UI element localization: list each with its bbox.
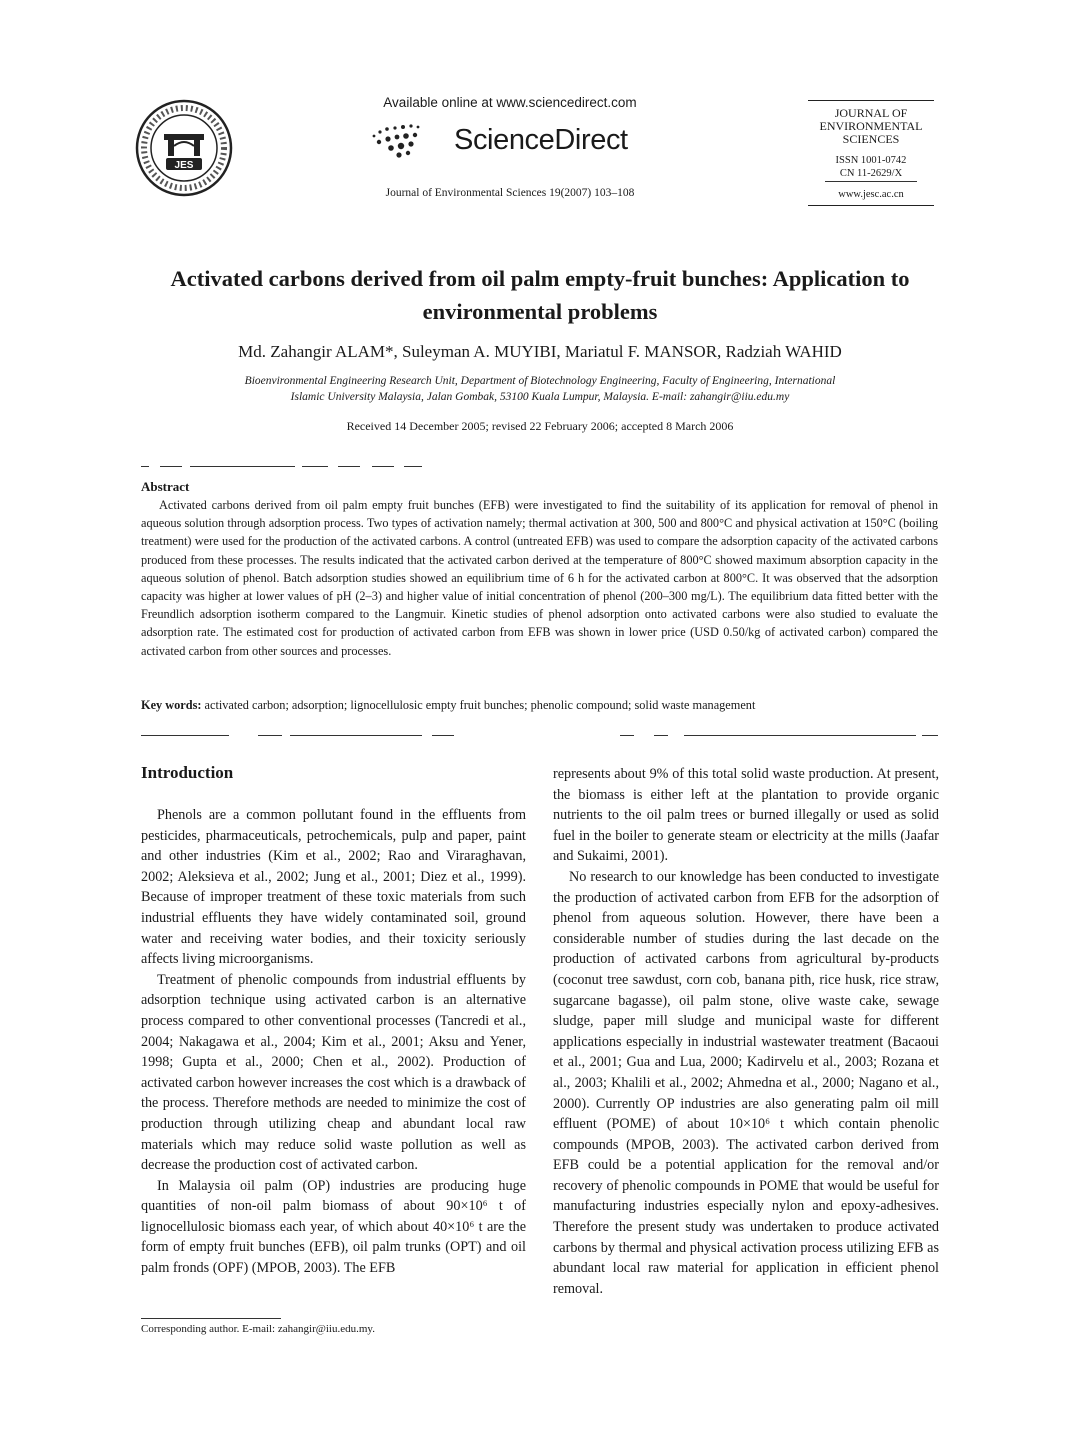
- journal-name-line: JOURNAL OF: [834, 106, 908, 120]
- keywords-list: activated carbon; adsorption; lignocellulosic empty fruit bunches; phenolic compound; solid waste management: [204, 698, 756, 712]
- introduction-heading: Introduction: [141, 763, 234, 782]
- keywords: [141, 698, 938, 713]
- corresponding-author-footnote: Corresponding author. E-mail: zahangir@iiu.edu.my.: [141, 1323, 375, 1335]
- paragraph: No research to our knowledge has been conducted to investigate the production of activated carbon from EFB for the adsorption of phenol from aqueous solution. However, there have been a considerable number of studies during the last decade on the production of activated carbons from agricultural by-products (coconut tree sawdust, corn cob, banana pith, rice husk, rice straw, sugarcane bagasse), oil palm stone, olive waste cake, sewage sludge, paper mill sludge and municipal waste for different applications especially in industrial wastewater treatment (Bacaoui et al., 2001; Gua and Lua, 2000; Kadirvelu et al., 2003; Rozana et al., 2003; Khalili et al., 2002; Ahmedna et al., 2000; Nagano et al., 2000). Currently OP industries are also generating palm oil mill effluent (POME) of about 10×10⁶ t which contain phenolic compounds (MPOB, 2003). The activated carbon derived from EFB could be a potential application for the removal and/or recovery of phenolic compounds in POME that would be useful for manufacturing industries especially nylon and epoxy-adhesives. Therefore the present study was undertaken to produce activated carbons by thermal and physical activation process utilizing EFB as abundant local raw material for application in efficient phenol removal.: [553, 868, 939, 1297]
- divider: [160, 466, 182, 467]
- affiliation-line: Bioenvironmental Engineering Research Unit, Department of Biotechnology Engineering, Faculty of Engineering, International: [244, 375, 836, 387]
- footnote-divider: [141, 1318, 281, 1319]
- left-column: [141, 805, 526, 1279]
- journal-logo: [134, 98, 234, 198]
- cn-number: CN 11-2629/X: [825, 167, 917, 182]
- journal-name-line: ENVIRONMENTAL: [819, 119, 923, 133]
- keywords-label: Key words:: [141, 698, 202, 712]
- divider: [190, 466, 295, 467]
- paragraph: In Malaysia oil palm (OP) industries are producing huge quantities of non-oil palm biomass of about 90×10⁶ t of lignocellulosic biomass each year, of which about 40×10⁶ t are the form of empty fruit bunches (EFB), oil palm trunks (OPT) and oil palm fronds (OPF) (MPOB, 2003). The EFB: [141, 1177, 526, 1277]
- sciencedirect-logo: [366, 120, 666, 164]
- paragraph: Treatment of phenolic compounds from industrial effluents by adsorption technique using activated carbon is an alternative process compared to other conventional processes (Tancredi et al., 2004; Nakagawa et al., 2004; Kim et al., 2001; Aksu and Yener, 1998; Gupta et al., 2000; Chen et al., 2002). Production of activated carbon however increases the cost which is a drawback of the process. Therefore methods are needed to minimize the cost of production through utilizing cheap and abundant local raw materials which may reduce solid waste pollution as well as decrease the production cost of activated carbon.: [141, 971, 526, 1174]
- divider: [290, 735, 422, 736]
- paragraph: represents about 9% of this total solid waste production. At present, the biomass is either left at the plantation to provide organic nutrients to the oil palm trees or burned illegally or used as solid fuel in the boiler to generate steam or electricity at the mills (Jaafar and Sukaimi, 2001).: [553, 766, 939, 865]
- author-list: Md. Zahangir ALAM*, Suleyman A. MUYIBI, Mariatul F. MANSOR, Radziah WAHID: [238, 342, 842, 361]
- title-line: Activated carbons derived from oil palm empty-fruit bunches: Application to: [170, 266, 910, 291]
- sciencedirect-dots-icon: [366, 122, 436, 162]
- divider: [684, 735, 916, 736]
- publisher-name: ScienceDirect: [454, 124, 628, 156]
- journal-website: www.jesc.ac.cn: [838, 189, 904, 200]
- divider: [141, 735, 229, 736]
- journal-citation: Journal of Environmental Sciences 19(2007) 103–108: [385, 187, 635, 199]
- divider: [372, 466, 394, 467]
- jes-journal-seal-icon: [134, 98, 234, 198]
- divider: [620, 735, 634, 736]
- journal-box: [808, 100, 934, 206]
- article-title: [120, 262, 960, 328]
- divider: [258, 735, 282, 736]
- divider: [654, 735, 668, 736]
- affiliation-line: Islamic University Malaysia, Jalan Gombak, 53100 Kuala Lumpur, Malaysia. E-mail: zahangir@iiu.edu.my: [290, 391, 790, 403]
- abstract-heading: Abstract: [141, 479, 190, 494]
- divider: [922, 735, 938, 736]
- title-line: environmental problems: [422, 299, 658, 324]
- affiliation: [180, 373, 900, 405]
- issn: ISSN 1001-0742: [835, 155, 907, 166]
- divider: [338, 466, 360, 467]
- received-dates: Received 14 December 2005; revised 22 February 2006; accepted 8 March 2006: [346, 419, 734, 433]
- divider: [404, 466, 422, 467]
- right-column: [553, 764, 939, 1299]
- paragraph: Phenols are a common pollutant found in the effluents from pesticides, pharmaceuticals, petrochemicals, pulp and paper, paint and other industries (Kim et al., 2002; Rao and Viraraghavan, 2002; Aleksieva et al., 2002; Jung et al., 2001; Diez et al., 1999). Because of improper treatment of these toxic materials from such industrial effluents they have widely contaminated soil, ground water and receiving water bodies, and their toxicity seriously affects living microorganisms.: [141, 807, 526, 968]
- journal-name-line: SCIENCES: [842, 132, 900, 146]
- svg-text:JES: JES: [174, 160, 194, 171]
- divider: [141, 466, 149, 467]
- abstract-text: Activated carbons derived from oil palm empty fruit bunches (EFB) were investigated to find the suitability of its application for removal of phenol in aqueous solution through adsorption process. Two types of activation namely; thermal activation at 300, 500 and 800°C and physical activation at 150°C (boiling treatment) were used for the production of the activated carbons. A control (untreated EFB) was used to compare the adsorption capacity of the activated carbons produced from these processes. The results indicated that the activated carbon derived at the temperature of 800°C showed maximum absorption capacity in the aqueous solution of phenol. Batch adsorption studies showed an equilibrium time of 6 h for the activated carbon at 800°C. It was observed that the adsorption capacity was higher at lower values of pH (2–3) and higher value of initial concentration of phenol (200–300 mg/L). The equilibrium data fitted better with the Freundlich adsorption isotherm compared to the Langmuir. Kinetic studies of phenol adsorption onto activated carbons were also studied to evaluate the adsorption rate. The estimated cost for production of activated carbon from EFB was shown in lower price (USD 0.50/kg of activated carbon) compared the activated carbon from other sources and processes.: [141, 498, 938, 658]
- divider: [432, 735, 454, 736]
- divider: [302, 466, 328, 467]
- available-online-text: Available online at www.sciencedirect.com: [383, 95, 637, 110]
